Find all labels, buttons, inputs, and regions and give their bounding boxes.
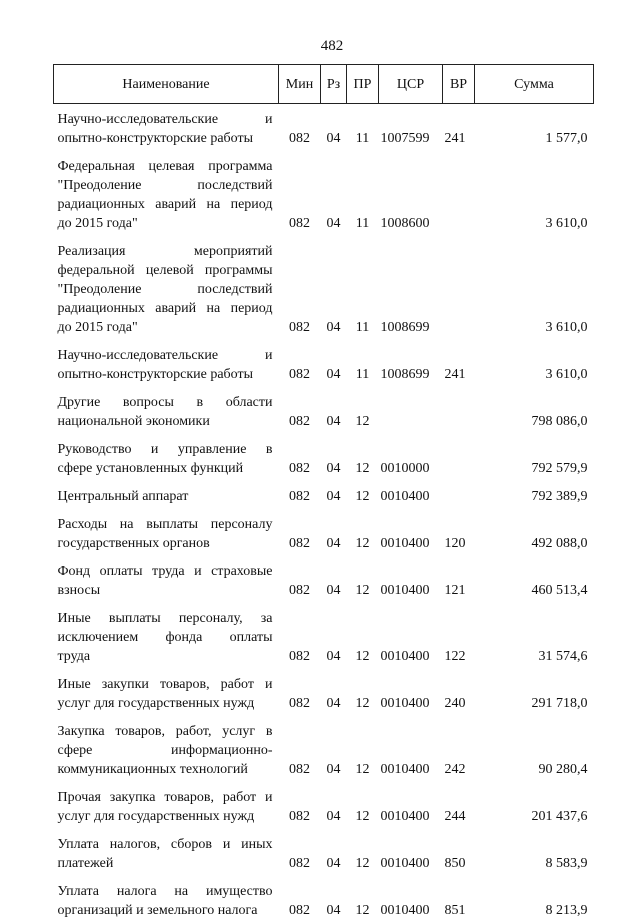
row-name-line: опытно-конструкторские работы xyxy=(58,129,273,148)
row-name-line: Прочая закупка товаров, работ и xyxy=(58,788,273,807)
row-csr: 1008699 xyxy=(379,233,443,337)
row-min: 082 xyxy=(279,431,321,478)
row-sum: 8 213,9 xyxy=(475,873,594,920)
row-name xyxy=(54,600,279,666)
row-name-line: платежей xyxy=(58,854,273,873)
row-name-line: радиационных аварий на период xyxy=(58,195,273,214)
row-name-line: "Преодоление последствий xyxy=(58,280,273,299)
row-name-line: организаций и земельного налога xyxy=(58,901,273,920)
row-pr: 12 xyxy=(347,666,379,713)
row-pr: 11 xyxy=(347,104,379,149)
row-csr: 0010400 xyxy=(379,873,443,920)
table-row xyxy=(54,506,594,553)
row-csr: 0010400 xyxy=(379,600,443,666)
row-name-line: "Преодоление последствий xyxy=(58,176,273,195)
row-sum: 291 718,0 xyxy=(475,666,594,713)
row-name xyxy=(54,337,279,384)
row-sum: 1 577,0 xyxy=(475,104,594,149)
row-name xyxy=(54,779,279,826)
row-rz: 04 xyxy=(321,826,347,873)
row-name-line: Уплата налога на имущество xyxy=(58,882,273,901)
row-rz: 04 xyxy=(321,506,347,553)
row-sum: 90 280,4 xyxy=(475,713,594,779)
header-min: Мин xyxy=(279,65,321,104)
table-row xyxy=(54,826,594,873)
row-name xyxy=(54,431,279,478)
row-name xyxy=(54,826,279,873)
row-name-line: Другие вопросы в области xyxy=(58,393,273,412)
page-number: 482 xyxy=(12,38,640,55)
row-vr: 121 xyxy=(443,553,475,600)
row-name-line: Федеральная целевая программа xyxy=(58,157,273,176)
row-name xyxy=(54,553,279,600)
row-csr: 0010400 xyxy=(379,553,443,600)
table-header xyxy=(54,65,594,104)
table-row xyxy=(54,553,594,600)
row-name-line: Иные закупки товаров, работ и xyxy=(58,675,273,694)
row-csr: 1008600 xyxy=(379,148,443,233)
row-min: 082 xyxy=(279,779,321,826)
row-sum: 798 086,0 xyxy=(475,384,594,431)
row-vr xyxy=(443,148,475,233)
table-row xyxy=(54,337,594,384)
row-pr: 12 xyxy=(347,431,379,478)
row-name xyxy=(54,104,279,149)
row-csr: 1007599 xyxy=(379,104,443,149)
table-row xyxy=(54,478,594,506)
table-row xyxy=(54,104,594,149)
row-name-line: Иные выплаты персоналу, за xyxy=(58,609,273,628)
row-name-line: взносы xyxy=(58,581,273,600)
row-name xyxy=(54,873,279,920)
row-csr: 0010000 xyxy=(379,431,443,478)
row-rz: 04 xyxy=(321,104,347,149)
row-csr: 0010400 xyxy=(379,506,443,553)
row-name-line: Научно-исследовательские и xyxy=(58,110,273,129)
row-name-line: Руководство и управление в xyxy=(58,440,273,459)
row-vr: 240 xyxy=(443,666,475,713)
row-rz: 04 xyxy=(321,666,347,713)
row-name xyxy=(54,713,279,779)
row-vr: 851 xyxy=(443,873,475,920)
row-rz: 04 xyxy=(321,478,347,506)
row-rz: 04 xyxy=(321,600,347,666)
table-body xyxy=(54,104,594,920)
row-min: 082 xyxy=(279,553,321,600)
header-vr: ВР xyxy=(443,65,475,104)
row-rz: 04 xyxy=(321,713,347,779)
row-csr xyxy=(379,384,443,431)
row-min: 082 xyxy=(279,104,321,149)
header-sum: Сумма xyxy=(475,65,594,104)
row-rz: 04 xyxy=(321,873,347,920)
row-vr xyxy=(443,478,475,506)
row-name-line: до 2015 года" xyxy=(58,214,273,233)
header-name: Наименование xyxy=(54,65,279,104)
table-row xyxy=(54,713,594,779)
row-sum: 3 610,0 xyxy=(475,148,594,233)
row-name-line: государственных органов xyxy=(58,534,273,553)
row-name-line: национальной экономики xyxy=(58,412,273,431)
row-vr: 241 xyxy=(443,337,475,384)
row-name-line: услуг для государственных нужд xyxy=(58,694,273,713)
row-vr: 850 xyxy=(443,826,475,873)
row-min: 082 xyxy=(279,600,321,666)
row-sum: 492 088,0 xyxy=(475,506,594,553)
row-name-line: коммуникационных технологий xyxy=(58,760,273,779)
row-pr: 12 xyxy=(347,553,379,600)
row-pr: 12 xyxy=(347,478,379,506)
table-row xyxy=(54,233,594,337)
row-csr: 0010400 xyxy=(379,713,443,779)
row-name-line: Расходы на выплаты персоналу xyxy=(58,515,273,534)
row-rz: 04 xyxy=(321,384,347,431)
row-sum: 3 610,0 xyxy=(475,337,594,384)
row-min: 082 xyxy=(279,506,321,553)
row-sum: 31 574,6 xyxy=(475,600,594,666)
row-name-line: Уплата налогов, сборов и иных xyxy=(58,835,273,854)
row-name-line: сфере информационно- xyxy=(58,741,273,760)
table-row xyxy=(54,384,594,431)
row-name xyxy=(54,233,279,337)
row-name-line: опытно-конструкторские работы xyxy=(58,365,273,384)
row-name-line: до 2015 года" xyxy=(58,318,273,337)
row-min: 082 xyxy=(279,478,321,506)
row-csr: 0010400 xyxy=(379,478,443,506)
row-name xyxy=(54,478,279,506)
budget-table xyxy=(53,64,594,920)
row-name-line: Центральный аппарат xyxy=(58,487,273,506)
row-name xyxy=(54,666,279,713)
row-vr: 120 xyxy=(443,506,475,553)
row-rz: 04 xyxy=(321,553,347,600)
row-rz: 04 xyxy=(321,148,347,233)
row-name-line: труда xyxy=(58,647,273,666)
row-name xyxy=(54,384,279,431)
header-rz: Рз xyxy=(321,65,347,104)
row-name-line: Реализация мероприятий xyxy=(58,242,273,261)
row-name-line: услуг для государственных нужд xyxy=(58,807,273,826)
row-pr: 11 xyxy=(347,148,379,233)
row-vr: 242 xyxy=(443,713,475,779)
row-min: 082 xyxy=(279,233,321,337)
row-name xyxy=(54,506,279,553)
row-pr: 11 xyxy=(347,337,379,384)
row-name-line: Научно-исследовательские и xyxy=(58,346,273,365)
row-sum: 8 583,9 xyxy=(475,826,594,873)
table-row xyxy=(54,431,594,478)
row-vr: 241 xyxy=(443,104,475,149)
row-rz: 04 xyxy=(321,233,347,337)
row-min: 082 xyxy=(279,384,321,431)
row-min: 082 xyxy=(279,666,321,713)
row-csr: 1008699 xyxy=(379,337,443,384)
row-pr: 12 xyxy=(347,506,379,553)
row-name xyxy=(54,148,279,233)
row-vr xyxy=(443,384,475,431)
header-csr: ЦСР xyxy=(379,65,443,104)
row-sum: 201 437,6 xyxy=(475,779,594,826)
row-pr: 12 xyxy=(347,779,379,826)
row-name-line: сфере установленных функций xyxy=(58,459,273,478)
row-vr: 244 xyxy=(443,779,475,826)
row-csr: 0010400 xyxy=(379,826,443,873)
row-min: 082 xyxy=(279,873,321,920)
row-pr: 11 xyxy=(347,233,379,337)
table-row xyxy=(54,666,594,713)
table-row xyxy=(54,779,594,826)
row-pr: 12 xyxy=(347,826,379,873)
header-pr: ПР xyxy=(347,65,379,104)
row-pr: 12 xyxy=(347,384,379,431)
row-rz: 04 xyxy=(321,779,347,826)
row-rz: 04 xyxy=(321,337,347,384)
row-sum: 792 389,9 xyxy=(475,478,594,506)
row-name-line: Закупка товаров, работ, услуг в xyxy=(58,722,273,741)
row-vr: 122 xyxy=(443,600,475,666)
row-pr: 12 xyxy=(347,600,379,666)
row-name-line: Фонд оплаты труда и страховые xyxy=(58,562,273,581)
row-min: 082 xyxy=(279,148,321,233)
table-row xyxy=(54,148,594,233)
row-sum: 792 579,9 xyxy=(475,431,594,478)
row-name-line: исключением фонда оплаты xyxy=(58,628,273,647)
row-vr xyxy=(443,431,475,478)
row-name-line: радиационных аварий на период xyxy=(58,299,273,318)
row-min: 082 xyxy=(279,337,321,384)
table-row xyxy=(54,600,594,666)
row-csr: 0010400 xyxy=(379,666,443,713)
row-name-line: федеральной целевой программы xyxy=(58,261,273,280)
table-row xyxy=(54,873,594,920)
row-sum: 460 513,4 xyxy=(475,553,594,600)
row-min: 082 xyxy=(279,713,321,779)
row-csr: 0010400 xyxy=(379,779,443,826)
row-pr: 12 xyxy=(347,873,379,920)
row-vr xyxy=(443,233,475,337)
row-pr: 12 xyxy=(347,713,379,779)
row-min: 082 xyxy=(279,826,321,873)
row-sum: 3 610,0 xyxy=(475,233,594,337)
row-rz: 04 xyxy=(321,431,347,478)
